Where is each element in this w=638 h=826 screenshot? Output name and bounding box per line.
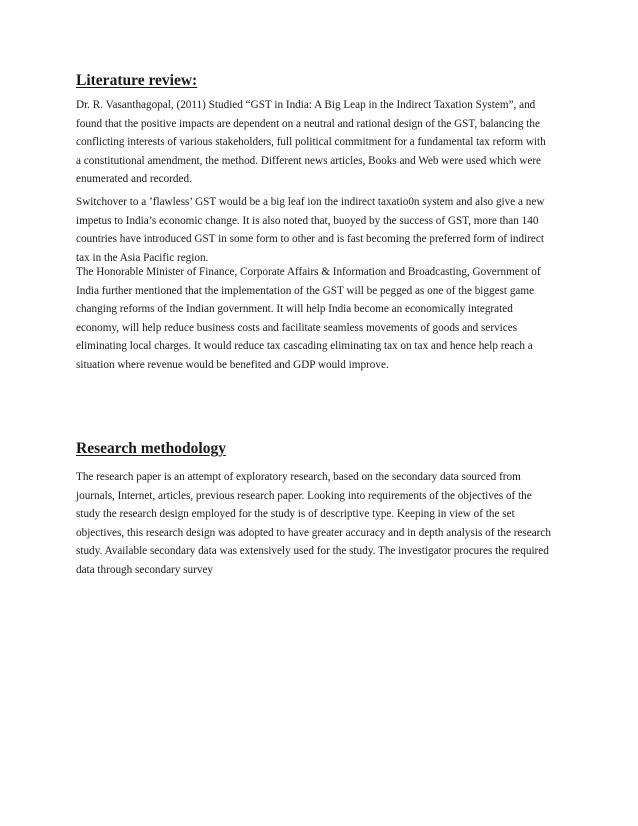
- text-line: data through secondary survey: [76, 563, 214, 576]
- text-line: tax in the Asia Pacific region.: [76, 251, 209, 264]
- paragraph-gst-switchover: [76, 193, 576, 267]
- text-line: economy, will help reduce business costs and facilitate seamless movements of goods and services: [76, 321, 518, 334]
- text-line: India further mentioned that the implementation of the GST will be pegged as one of the biggest game: [76, 284, 535, 297]
- text-line: situation where revenue would be benefited and GDP would improve.: [76, 358, 389, 371]
- text-line: The research paper is an attempt of exploratory research, based on the secondary data sourced from: [76, 471, 521, 483]
- text-line: journals, Internet, articles, previous research paper. Looking into requirements of the objectives of the: [76, 489, 532, 502]
- paragraph-vasanthagopal-study: [76, 96, 576, 189]
- text-line: study. Available secondary data was extensively used for the study. The investigator procures the required: [76, 545, 549, 558]
- text-line: found that the positive impacts are dependent on a neutral and rational design of the GST, balancing the: [76, 117, 540, 130]
- text-line: Switchover to a ’flawless’ GST would be a big leaf ion the indirect taxatio0n system and also give a new: [76, 196, 545, 208]
- text-line: Dr. R. Vasanthagopal, (2011) Studied “GST in India: A Big Leap in the Indirect Taxation System”, and: [76, 99, 536, 111]
- section-heading-literature-review: Literature review:: [76, 72, 198, 89]
- text-line: study the research design employed for the study is of descriptive type. Keeping in view of the set: [76, 508, 515, 521]
- text-line: conflicting interests of various stakeholders, full political commitment for a fundamental tax reform with: [76, 136, 546, 149]
- paragraph-finance-minister: [76, 263, 576, 375]
- text-line: impetus to India’s economic change. It is also noted that, buoyed by the success of GST, more than 140: [76, 214, 539, 227]
- text-line: countries have introduced GST in some form to other and is fast becoming the preferred form of indirect: [76, 233, 544, 246]
- text-line: a constitutional amendment, the method. Different news articles, Books and Web were used which were: [76, 154, 542, 167]
- paragraph-research-methodology: [76, 468, 576, 580]
- text-line: changing reforms of the Indian government. It will help India become an economically integrated: [76, 303, 513, 316]
- text-line: objectives, this research design was adopted to have greater accuracy and in depth analysis of the research: [76, 526, 551, 539]
- text-line: eliminating local charges. It would reduce tax cascading eliminating tax on tax and hence help reach a: [76, 340, 533, 353]
- text-line: The Honorable Minister of Finance, Corporate Affairs & Information and Broadcasting, Government of: [76, 266, 541, 278]
- text-line: enumerated and recorded.: [76, 173, 192, 186]
- section-heading-research-methodology: Research methodology: [76, 440, 226, 457]
